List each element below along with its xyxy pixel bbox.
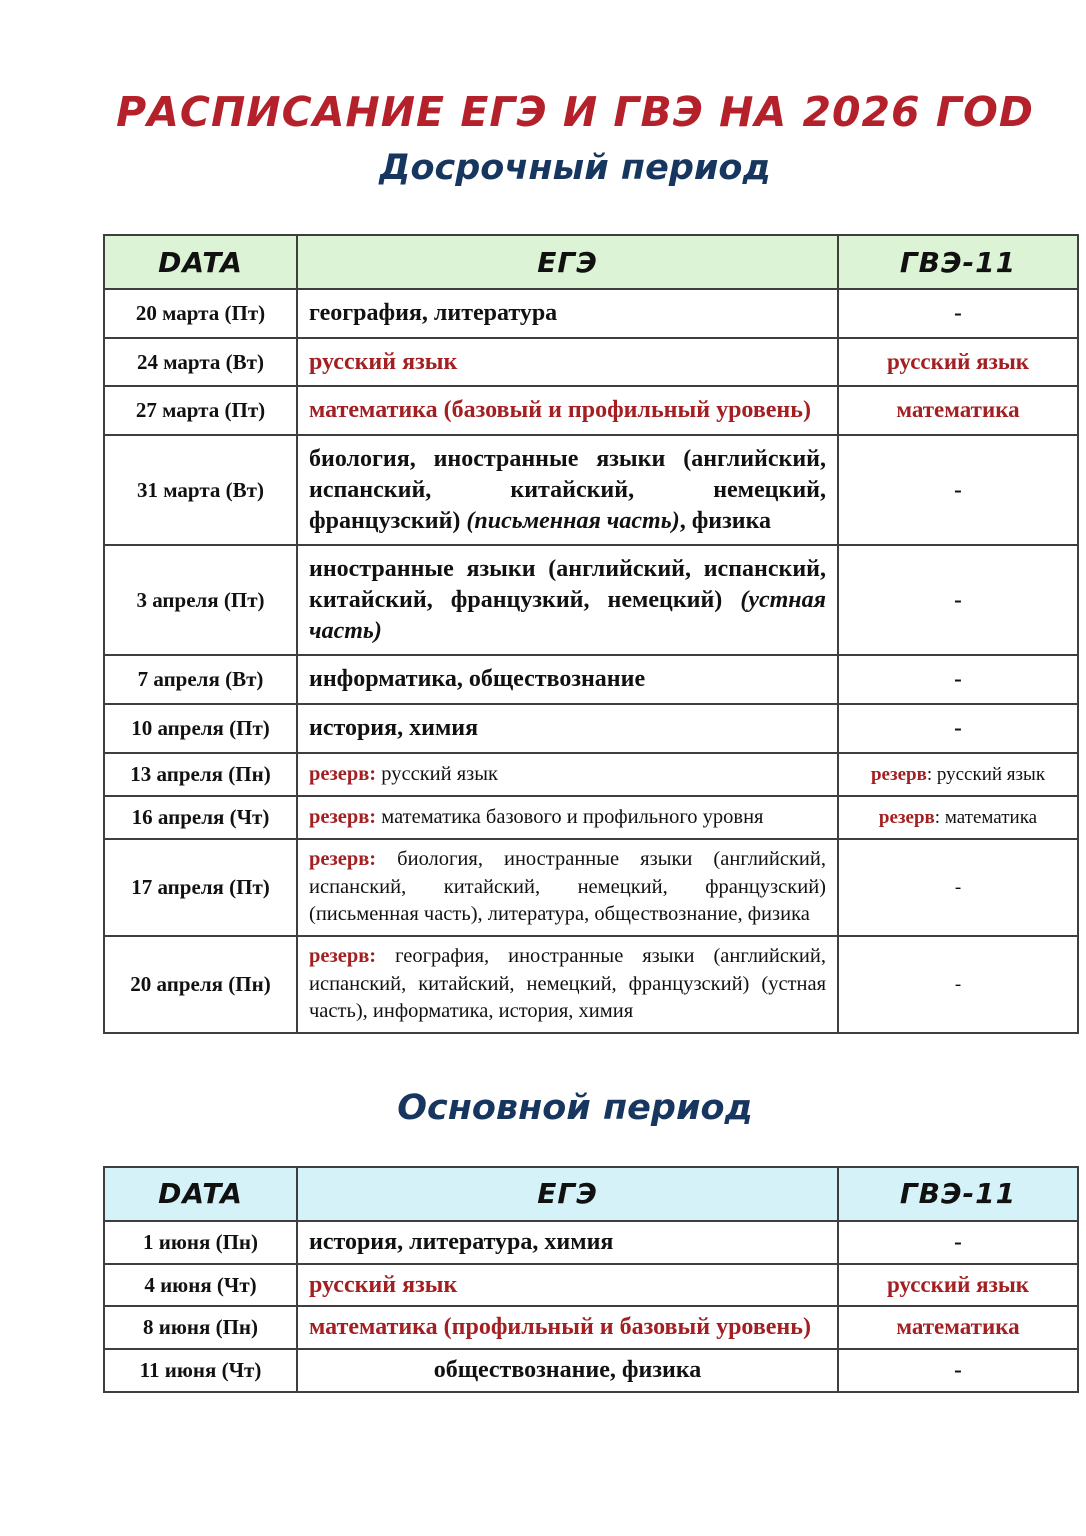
early-period-table — [103, 234, 1079, 1034]
table-row — [104, 753, 1078, 796]
section-main-period — [103, 1088, 1047, 1393]
header-row — [104, 235, 1078, 289]
date-cell: 16 апреля (Чт) — [104, 796, 297, 839]
date-cell: 20 марта (Пт) — [104, 289, 297, 338]
table-row — [104, 386, 1078, 435]
ege-cell — [297, 1306, 838, 1349]
ege-cell — [297, 545, 838, 655]
subject-text: математика базового и профильного уровня — [376, 805, 764, 828]
column-header-date: DATA — [104, 235, 297, 289]
subject-text: русский язык — [886, 1271, 1030, 1297]
subject-text: русский язык — [376, 762, 498, 785]
subject-text: история, литература, химия — [309, 1228, 614, 1255]
gve-cell — [838, 386, 1078, 435]
document-page — [103, 0, 1047, 1393]
subject-text: : математика — [934, 806, 1038, 828]
table-row — [104, 1306, 1078, 1349]
table-row — [104, 936, 1078, 1033]
table-row — [104, 289, 1078, 338]
subject-text: иностранные языки (английский, испанский, китайский, французкий, немецкий) — [309, 556, 826, 614]
subject-text: обществознание, физика — [433, 1357, 702, 1384]
subject-text: математика (профильный и базовый уровень) — [309, 1314, 811, 1341]
date-cell: 3 апреля (Пт) — [104, 545, 297, 655]
subject-text: русский язык — [309, 1271, 458, 1298]
date-cell: 7 апреля (Вт) — [104, 655, 297, 704]
table-row — [104, 338, 1078, 387]
main-period-table — [103, 1166, 1079, 1393]
subject-text: резерв — [878, 806, 935, 828]
date-cell: 13 апреля (Пн) — [104, 753, 297, 796]
subject-text: - — [954, 476, 962, 502]
page-title: РАСПИСАНИЕ ЕГЭ И ГВЭ НА 2026 ГОD — [116, 88, 1034, 136]
column-header-ege: ЕГЭ — [297, 235, 838, 289]
ege-cell — [297, 704, 838, 753]
ege-cell — [297, 289, 838, 338]
subject-text: математика (базовый и профильный уровень) — [309, 397, 811, 424]
gve-cell — [838, 338, 1078, 387]
ege-cell — [297, 839, 838, 936]
date-cell: 1 июня (Пн) — [104, 1221, 297, 1264]
subject-text: - — [954, 587, 962, 613]
date-cell: 24 марта (Вт) — [104, 338, 297, 387]
subject-text: - — [954, 299, 962, 325]
date-cell: 10 апреля (Пт) — [104, 704, 297, 753]
date-cell: 31 марта (Вт) — [104, 435, 297, 545]
subject-text: резерв: — [309, 944, 377, 967]
table-row — [104, 435, 1078, 545]
ege-cell — [297, 1349, 838, 1392]
ege-cell — [297, 1264, 838, 1307]
gve-cell — [838, 1221, 1078, 1264]
subject-text: география, иностранные языки (английский, испанский, китайский, немецкий, французский) (устная часть), информатика, история, химия — [309, 944, 826, 1023]
gve-cell — [838, 704, 1078, 753]
gve-cell — [838, 1349, 1078, 1392]
subject-text: , физика — [679, 507, 772, 534]
date-cell: 4 июня (Чт) — [104, 1264, 297, 1307]
table-row — [104, 1349, 1078, 1392]
subject-text: русский язык — [886, 348, 1030, 374]
gve-cell — [838, 1306, 1078, 1349]
subject-text: информатика, обществознание — [309, 666, 646, 693]
gve-cell — [838, 545, 1078, 655]
date-cell: 17 апреля (Пт) — [104, 839, 297, 936]
subject-text: резерв: — [309, 847, 377, 870]
gve-cell — [838, 435, 1078, 545]
table-row — [104, 545, 1078, 655]
ege-cell — [297, 655, 838, 704]
ege-cell — [297, 1221, 838, 1264]
gve-cell — [838, 839, 1078, 936]
early-period-heading: Досрочный период — [379, 148, 771, 188]
subject-text: математика — [896, 397, 1020, 423]
table-row — [104, 704, 1078, 753]
ege-cell — [297, 386, 838, 435]
table-row — [104, 1221, 1078, 1264]
gve-cell — [838, 936, 1078, 1033]
table-row — [104, 655, 1078, 704]
gve-cell — [838, 289, 1078, 338]
date-cell: 11 июня (Чт) — [104, 1349, 297, 1392]
ege-cell — [297, 435, 838, 545]
subject-text: резерв: — [309, 762, 377, 785]
table-row — [104, 1264, 1078, 1307]
subject-text: - — [954, 1357, 962, 1383]
subject-text: : русский язык — [926, 763, 1046, 785]
column-header-date: DATA — [104, 1167, 297, 1221]
subject-text: резерв — [870, 763, 927, 785]
column-header-gve: ГВЭ-11 — [838, 1167, 1078, 1221]
ege-cell — [297, 796, 838, 839]
subject-text: биология, иностранные языки (английский, испанский, китайский, немецкий, французский) — [309, 446, 826, 534]
gve-cell — [838, 655, 1078, 704]
subject-text: - — [954, 1228, 962, 1254]
ege-cell — [297, 338, 838, 387]
subject-text: (устная часть) — [309, 587, 826, 644]
table-row — [104, 796, 1078, 839]
date-cell: 27 марта (Пт) — [104, 386, 297, 435]
gve-cell — [838, 753, 1078, 796]
subject-text: русский язык — [309, 348, 458, 375]
subject-text: - — [954, 666, 962, 692]
column-header-ege: ЕГЭ — [297, 1167, 838, 1221]
main-period-heading: Основной период — [397, 1087, 753, 1128]
subject-text: математика — [896, 1314, 1020, 1340]
date-cell: 8 июня (Пн) — [104, 1306, 297, 1349]
subject-text: история, химия — [309, 715, 479, 742]
subject-text: резерв: — [309, 805, 377, 828]
subject-text: биология, иностранные языки (английский, испанский, китайский, немецкий, французский) (письменная часть), литература, обществознание, физика — [309, 847, 826, 926]
section-early-period — [103, 148, 1047, 1034]
column-header-gve: ГВЭ-11 — [838, 235, 1078, 289]
subject-text: - — [954, 715, 962, 741]
gve-cell — [838, 796, 1078, 839]
subject-text: - — [954, 973, 962, 995]
gve-cell — [838, 1264, 1078, 1307]
date-cell: 20 апреля (Пн) — [104, 936, 297, 1033]
subject-text: - — [954, 876, 962, 898]
ege-cell — [297, 936, 838, 1033]
ege-cell — [297, 753, 838, 796]
subject-text: география, литература — [309, 300, 558, 326]
header-row — [104, 1167, 1078, 1221]
subject-text: (письменная часть) — [466, 507, 680, 534]
table-row — [104, 839, 1078, 936]
